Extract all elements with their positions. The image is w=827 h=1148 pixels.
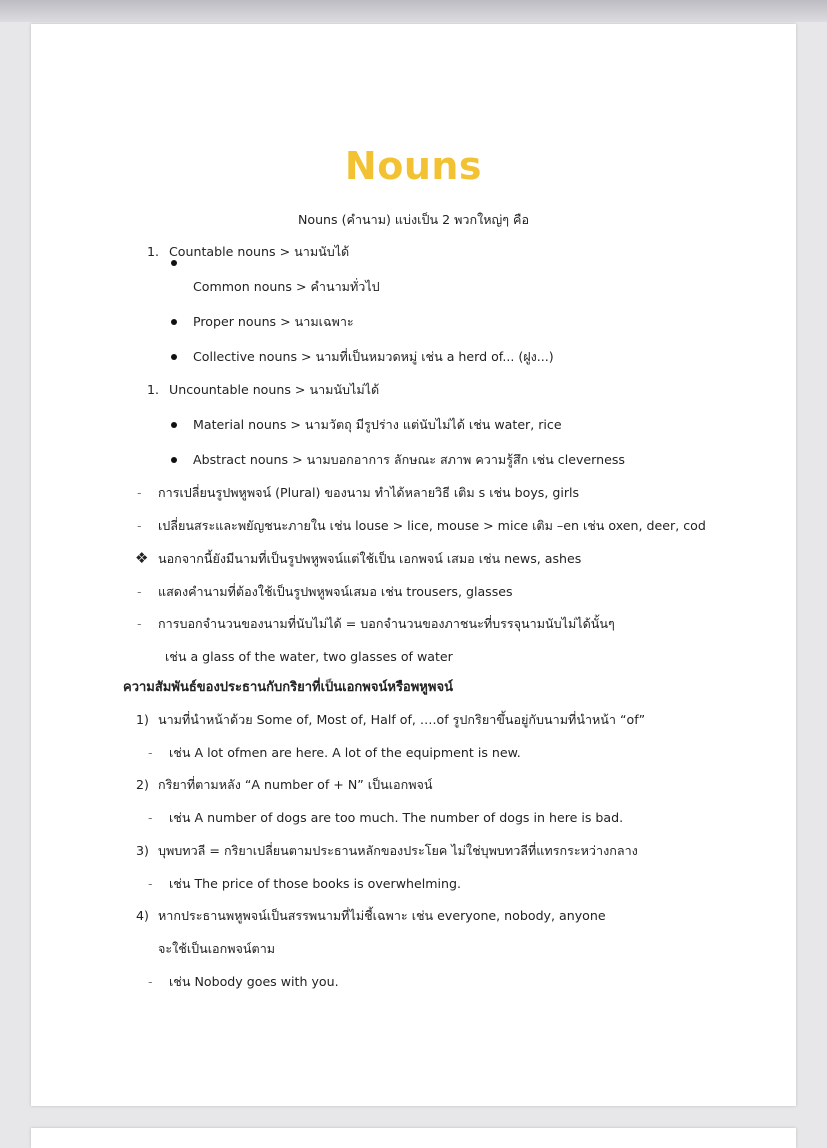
dash-marker: - [148, 876, 153, 891]
rule2-text: กริยาที่ตามหลัง “A number of + N” เป็นเอกพจน์ [158, 777, 433, 792]
rule2-marker: 2) [136, 777, 149, 792]
rule4-continuation: จะใช้เป็นเอกพจน์ตาม [158, 941, 276, 956]
note-always-plural: แสดงคำนามที่ต้องใช้เป็นรูปพหูพจน์เสมอ เช่น trousers, glasses [158, 584, 513, 599]
rule3-text: บุพบทวลี = กริยาเปลี่ยนตามประธานหลักของประโยค ไม่ใช่บุพบทวลีที่แทรกระหว่างกลาง [158, 843, 638, 858]
document-page [31, 24, 796, 1106]
rule2-example: เช่น A number of dogs are too much. The number of dogs in here is bad. [169, 810, 624, 825]
rule3-example: เช่น The price of those books is overwhelming. [169, 876, 461, 891]
section1-marker: 1. [147, 244, 160, 259]
note-plural: การเปลี่ยนรูปพหูพจน์ (Plural) ของนาม ทำได้หลายวิธี เติม s เช่น boys, girls [158, 485, 580, 500]
bullet-dot-icon [171, 422, 177, 428]
dash-marker: - [148, 974, 153, 989]
dash-marker: - [148, 810, 153, 825]
dash-marker: - [137, 584, 142, 599]
section1-label: Countable nouns > นามนับได้ [169, 244, 350, 259]
bullet-dot-icon [171, 457, 177, 463]
section1-item-proper: Proper nouns > นามเฉพาะ [193, 314, 354, 329]
dash-marker: - [137, 518, 142, 533]
dash-marker: - [137, 616, 142, 631]
note-uncountable-quantity: การบอกจำนวนของนามที่นับไม่ได้ = บอกจำนวนของภาชนะที่บรรจุนามนับไม่ได้นั้นๆ [158, 616, 615, 631]
section2-label: Uncountable nouns > นามนับไม่ได้ [169, 382, 380, 397]
section2-item-material: Material nouns > นามวัตถุ มีรูปร่าง แต่นับไม่ได้ เช่น water, rice [193, 417, 562, 432]
bullet-dot-icon [171, 354, 177, 360]
note-vowel-change: เปลี่ยนสระและพยัญชนะภายใน เช่น louse > lice, mouse > mice เติม –en เช่น oxen, deer, cod [158, 518, 706, 533]
next-page-edge [31, 1128, 796, 1148]
section1-item-common: Common nouns > คำนามทั่วไป [193, 279, 380, 294]
section1-item-collective: Collective nouns > นามที่เป็นหมวดหมู่ เช่น a herd of... (ฝูง...) [193, 349, 554, 364]
dash-marker: - [137, 485, 142, 500]
section2-item-abstract: Abstract nouns > นามบอกอาการ ลักษณะ สภาพ ความรู้สึก เช่น cleverness [193, 452, 625, 467]
note-example: เช่น a glass of the water, two glasses of water [165, 649, 453, 664]
bullet-dot-icon [171, 260, 177, 266]
rule4-text: หากประธานพหูพจน์เป็นสรรพนามที่ไม่ชี้เฉพาะ เช่น everyone, nobody, anyone [158, 908, 606, 923]
section2-marker: 1. [147, 382, 160, 397]
diamond-bullet-icon: ❖ [135, 549, 149, 567]
rule1-text: นามที่นำหน้าด้วย Some of, Most of, Half of, ….of รูปกริยาขึ้นอยู่กับนามที่นำหน้า “of” [158, 712, 646, 727]
bullet-dot-icon [171, 319, 177, 325]
rule4-example: เช่น Nobody goes with you. [169, 974, 339, 989]
rule1-marker: 1) [136, 712, 149, 727]
dash-marker: - [148, 745, 153, 760]
page-title: Nouns [344, 144, 483, 188]
rule4-marker: 4) [136, 908, 149, 923]
agreement-heading: ความสัมพันธ์ของประธานกับกริยาที่เป็นเอกพจน์หรือพหูพจน์ [123, 680, 453, 695]
viewer-top-bar [0, 0, 827, 22]
rule3-marker: 3) [136, 843, 149, 858]
rule1-example: เช่น A lot ofmen are here. A lot of the equipment is new. [169, 745, 521, 760]
subtitle: Nouns (คำนาม) แบ่งเป็น 2 พวกใหญ่ๆ คือ [297, 212, 530, 227]
note-plural-singular: นอกจากนี้ยังมีนามที่เป็นรูปพหูพจน์แต่ใช้เป็น เอกพจน์ เสมอ เช่น news, ashes [158, 551, 582, 566]
